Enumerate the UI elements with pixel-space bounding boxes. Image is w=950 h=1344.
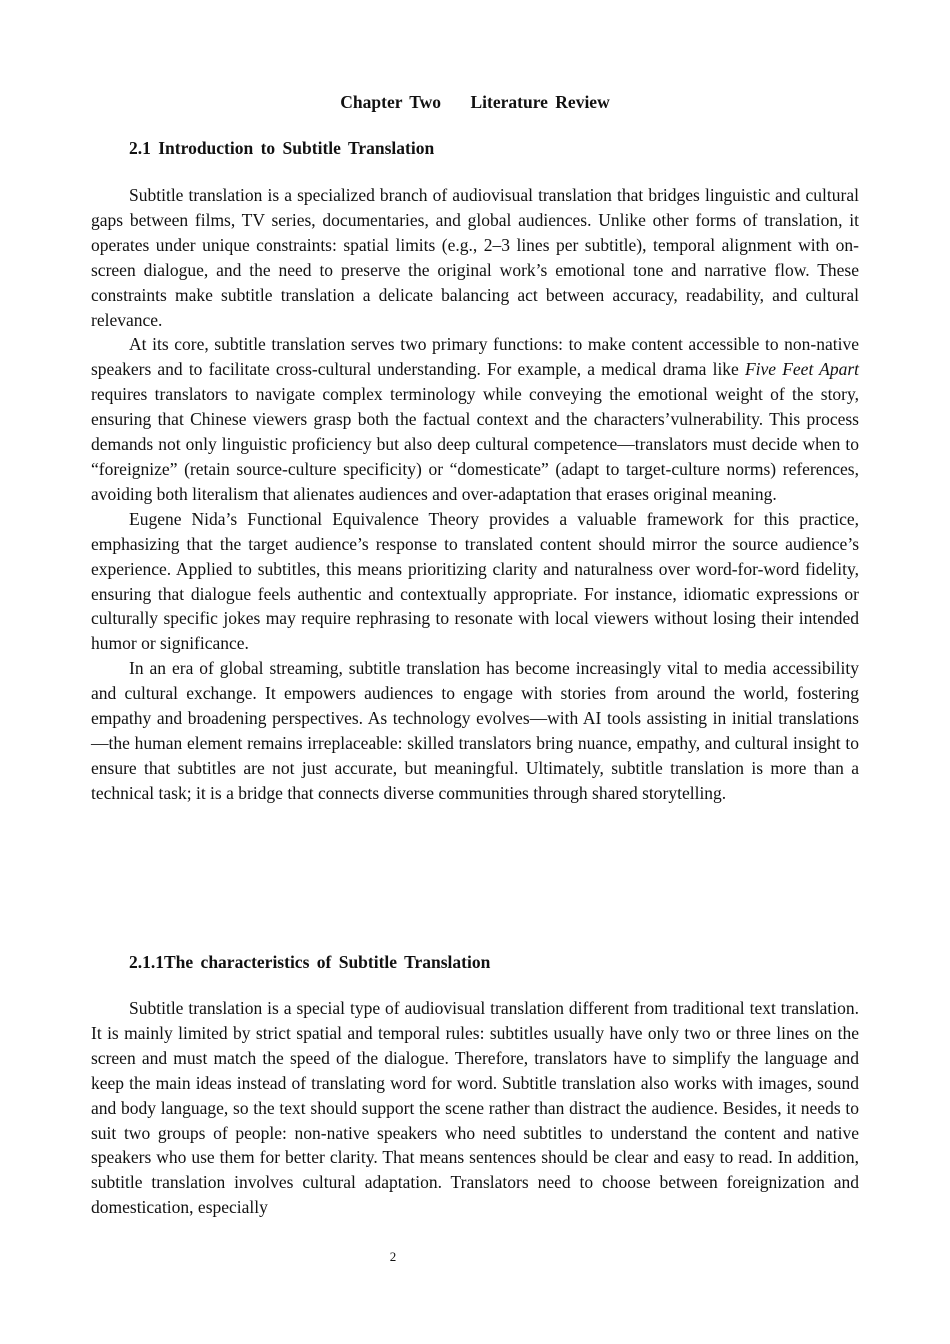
paragraph-text: At its core, subtitle translation serves two primary functions: to make content accessible to non-native speakers and to facilitate cross-cultural understanding. For example, a medical drama like <box>91 334 859 380</box>
paragraph: Subtitle translation is a special type of audiovisual translation different from traditional text translation. It is mainly limited by strict spatial and temporal rules: subtitles usually have only two or three lines on the screen and must match the speed of the dialogue. Therefore, translators have to simplify the language and keep the main ideas instead of translating word for word. Subtitle translation also works with images, sound and body language, so the text should support the scene rather than distract the audience. Besides, it needs to suit two groups of people: non-native speakers who need subtitles to understand the content and native speakers who use them for better clarity. That means sentences should be clear and easy to read. In addition, subtitle translation involves cultural adaptation. Translators need to choose between foreignization and domestication, especially <box>91 998 859 1218</box>
paragraph: Subtitle translation is a specialized branch of audiovisual translation that bridges linguistic and cultural gaps between films, TV series, documentaries, and global audiences. Unlike other forms of translation, it operates under unique constraints: spatial limits (e.g., 2–3 lines per subtitle), temporal alignment with on-screen dialogue, and the need to preserve the original work’s emotional tone and narrative flow. These constraints make subtitle translation a delicate balancing act between accuracy, readability, and cultural relevance. <box>91 185 859 330</box>
page-number: 2 <box>389 1249 397 1264</box>
paragraph <box>91 332 859 506</box>
film-title: Five Feet Apart <box>744 359 860 380</box>
chapter-title: Chapter Two Literature Review <box>340 92 610 112</box>
paragraph: Eugene Nida’s Functional Equivalence Theory provides a valuable framework for this practice, emphasizing that the target audience’s response to translated content should mirror the source audience’s experience. Applied to subtitles, this means prioritizing clarity and naturalness over word-for-word fidelity, ensuring that dialogue feels authentic and contextually appropriate. For instance, idiomatic expressions or culturally specific jokes may require rephrasing to resonate with local viewers without losing their intended humor or significance. <box>91 508 859 654</box>
section-heading-2-1: 2.1 Introduction to Subtitle Translation <box>129 138 435 158</box>
section-heading-2-1-1: 2.1.1The characteristics of Subtitle Translation <box>129 952 491 972</box>
paragraph-text: requires translators to navigate complex terminology while conveying the emotional weight of the story, ensuring that Chinese viewers grasp both the factual context and the characters’vulnerability. This process demands not only linguistic proficiency but also deep cultural competence—translators must decide when to “foreignize” (retain source-culture specificity) or “domesticate” (adapt to target-culture norms) references, avoiding both literalism that alienates audiences and over-adaptation that erases original meaning. <box>91 384 859 504</box>
paragraph: In an era of global streaming, subtitle translation has become increasingly vital to media accessibility and cultural exchange. It empowers audiences to engage with stories from around the world, fostering empathy and broadening perspectives. As technology evolves—with AI tools assisting in initial translations—the human element remains irreplaceable: skilled translators bring nuance, empathy, and cultural insight to ensure that subtitles are not just accurate, but meaningful. Ultimately, subtitle translation is more than a technical task; it is a bridge that connects diverse communities through shared storytelling. <box>91 658 859 803</box>
section-2-1-body <box>91 183 859 806</box>
section-2-1-1-body <box>91 996 859 1220</box>
